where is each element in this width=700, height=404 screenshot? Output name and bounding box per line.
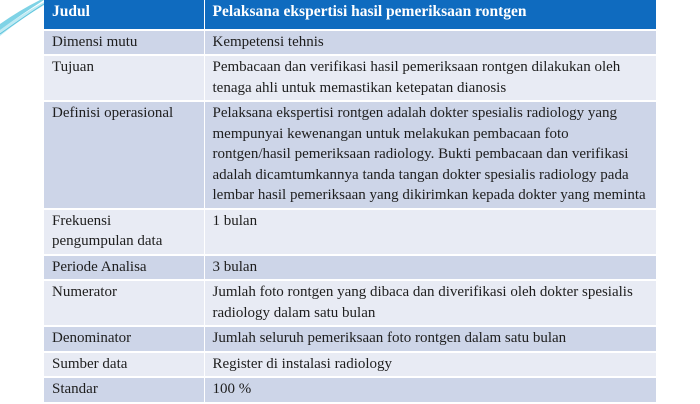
table-row-sumber-data	[44, 352, 656, 378]
table-row-frekuensi	[44, 209, 656, 255]
row-label: Periode Analisa	[44, 255, 204, 281]
row-label: Tujuan	[44, 55, 204, 101]
row-label: Numerator	[44, 280, 204, 326]
table-row-numerator	[44, 280, 656, 326]
row-label: Frekuensi pengumpulan data	[44, 209, 204, 255]
row-value: Pembacaan dan verifikasi hasil pemeriksaan rontgen dilakukan oleh tenaga ahli untuk memastikan ketepatan dianosis	[204, 55, 656, 101]
row-label: Sumber data	[44, 352, 204, 378]
table-row-periode-analisa	[44, 255, 656, 281]
table-row-tujuan	[44, 55, 656, 101]
row-value: 100 %	[204, 377, 656, 403]
table-header-row	[44, 0, 656, 30]
row-value: 3 bulan	[204, 255, 656, 281]
row-value: Register di instalasi radiology	[204, 352, 656, 378]
row-value: Jumlah seluruh pemeriksaan foto rontgen dalam satu bulan	[204, 326, 656, 352]
table-row-dimensi-mutu	[44, 30, 656, 56]
row-label: Denominator	[44, 326, 204, 352]
row-label: Dimensi mutu	[44, 30, 204, 56]
indicator-table	[44, 0, 656, 404]
header-title: Pelaksana ekspertisi hasil pemeriksaan rontgen	[204, 0, 656, 30]
row-value: Jumlah foto rontgen yang dibaca dan diverifikasi oleh dokter spesialis radiology dalam satu bulan	[204, 280, 656, 326]
indicator-table-container	[44, 0, 656, 404]
table-row-standar	[44, 377, 656, 403]
row-label: Definisi operasional	[44, 101, 204, 209]
table-row-definisi-operasional	[44, 101, 656, 209]
table-row-denominator	[44, 326, 656, 352]
row-value: Pelaksana ekspertisi rontgen adalah dokter spesialis radiology yang mempunyai kewenangan untuk melakukan pembacaan foto rontgen/hasil pemeriksaan radiology. Bukti pembacaan dan verifikasi adalah dicamtumkannya tanda tangan dokter spesialis radiology pada lembar hasil pemeriksaan yang dikirimkan kepada dokter yang meminta	[204, 101, 656, 209]
row-value: 1 bulan	[204, 209, 656, 255]
row-value: Kempetensi tehnis	[204, 30, 656, 56]
row-label: Standar	[44, 377, 204, 403]
header-judul: Judul	[44, 0, 204, 30]
